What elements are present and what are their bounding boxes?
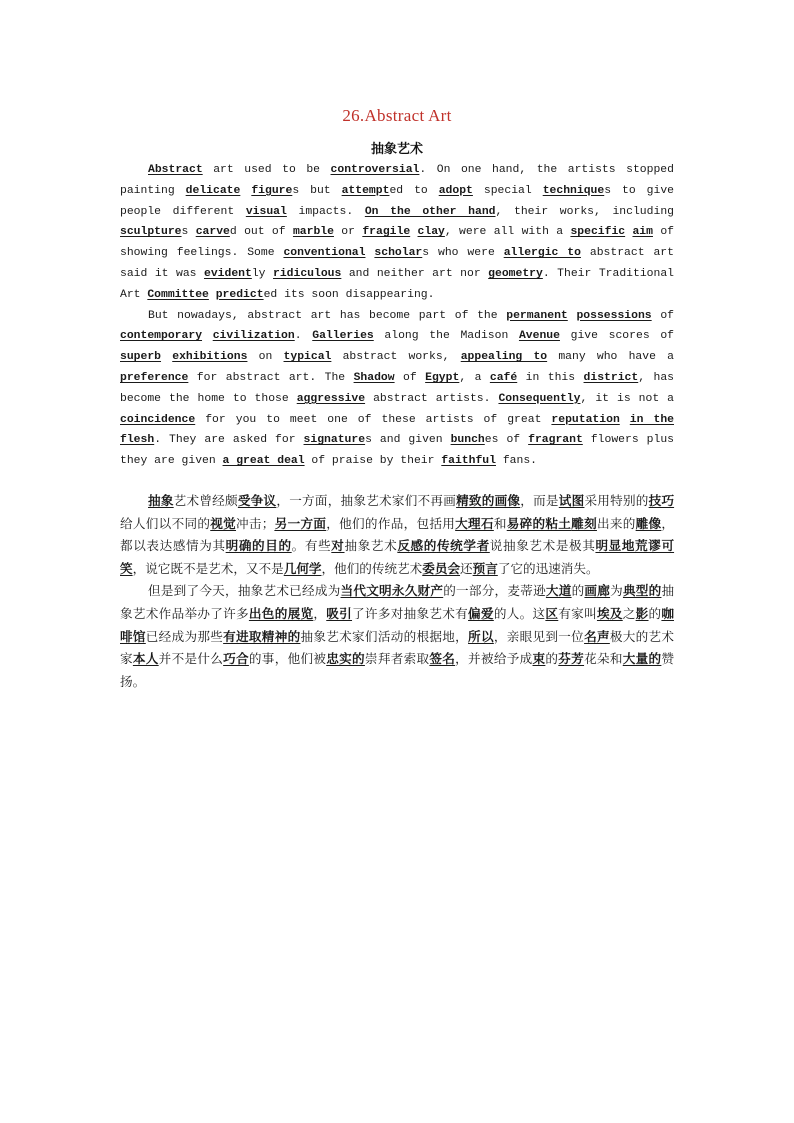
vocabulary-term: 委员会	[422, 560, 461, 576]
vocabulary-term: ridiculous	[273, 267, 342, 280]
vocabulary-term: 预言	[472, 560, 498, 576]
vocabulary-term: 大道	[545, 583, 572, 599]
vocabulary-term: visual	[245, 205, 287, 218]
vocabulary-term: fragrant	[528, 434, 583, 447]
vocabulary-term: exhibitions	[172, 351, 248, 364]
vocabulary-term: 忠实的	[326, 651, 365, 667]
vocabulary-term: specific	[570, 226, 626, 239]
vocabulary-term: figure	[251, 184, 293, 197]
page-subtitle: 抽象艺术	[370, 142, 423, 157]
vocabulary-term: contemporary	[120, 330, 203, 343]
vocabulary-term: 画廊	[584, 583, 611, 599]
vocabulary-term: possessions	[576, 309, 652, 322]
vocabulary-term: On the other hand	[364, 205, 496, 218]
vocabulary-term: reputation	[551, 413, 620, 426]
vocabulary-term: 明显地荒谬可笑	[120, 538, 675, 576]
vocabulary-term: superb	[120, 351, 162, 364]
vocabulary-term: 易碎的粘土	[506, 515, 572, 531]
vocabulary-term: 名声	[584, 628, 610, 644]
vocabulary-term: 巧合	[223, 651, 249, 667]
vocabulary-term: 另一方面	[274, 515, 327, 531]
vocabulary-term: conventional	[283, 247, 366, 260]
vocabulary-term: 大量的	[622, 651, 662, 667]
vocabulary-term: allergic to	[503, 247, 581, 260]
vocabulary-term: 精致的	[456, 493, 495, 508]
vocabulary-term: 签名	[429, 651, 456, 667]
english-text-section	[120, 160, 674, 472]
vocabulary-term: appealing to	[460, 351, 548, 364]
vocabulary-term: fragile	[362, 226, 411, 239]
vocabulary-term: adopt	[438, 184, 473, 197]
vocabulary-term: evident	[203, 267, 252, 280]
vocabulary-term: 大理石	[455, 515, 494, 531]
vocabulary-term: Abstract	[148, 164, 203, 176]
vocabulary-term: Egypt	[425, 371, 460, 384]
chinese-text-section	[120, 490, 674, 693]
vocabulary-term: 影	[635, 605, 649, 621]
vocabulary-term: scholar	[374, 247, 423, 260]
vocabulary-term: technique	[542, 184, 605, 197]
chinese-paragraph-2: 但是到了今天，抽象艺术已经成为当代文明永久财产的一部分，麦蒂逊大道的画廊为典型的抽象艺术作品举办了许多出色的展览，吸引了许多对抽象艺术有偏爱的人。这区有家叫埃及之影的咖啡馆已经成为那些有进取精神的抽象艺术家们活动的根据地，所以，亲眼见到一位名声极大的艺术家本人并不是什么巧合的事，他们被忠实的崇拜者索取签名，并被给予成束的芬芳花朵和大量的赞扬。	[120, 583, 675, 689]
vocabulary-term: signature	[303, 434, 366, 447]
vocabulary-term: a great deal	[222, 455, 305, 468]
vocabulary-term: permanent	[506, 309, 568, 322]
vocabulary-term: faithful	[441, 455, 496, 468]
vocabulary-term: Avenue	[518, 330, 560, 343]
vocabulary-term: 抽象	[148, 493, 174, 508]
vocabulary-term: attempt	[341, 184, 390, 197]
vocabulary-term: 对	[331, 538, 345, 554]
vocabulary-term: 埃及	[596, 605, 623, 621]
vocabulary-term: aggressive	[296, 392, 366, 405]
vocabulary-term: 偏爱	[468, 605, 494, 621]
vocabulary-term: 束	[532, 651, 546, 667]
vocabulary-term: 反感的	[397, 538, 437, 554]
vocabulary-term: aim	[632, 226, 653, 239]
vocabulary-term: geometry	[488, 267, 543, 280]
vocabulary-term: café	[489, 371, 518, 384]
vocabulary-term: Shadow	[353, 371, 395, 384]
vocabulary-term: 芬芳	[558, 651, 585, 667]
vocabulary-term: 明确的目的	[225, 538, 292, 554]
vocabulary-term: 技巧	[648, 493, 675, 508]
vocabulary-term: 所以	[468, 628, 494, 644]
vocabulary-term: 当代文明永久财产	[340, 583, 444, 599]
vocabulary-term: sculpture	[120, 226, 182, 239]
vocabulary-term: 有进取精神的	[223, 628, 301, 644]
vocabulary-term: carve	[195, 226, 230, 239]
vocabulary-term: in the flesh	[120, 413, 674, 447]
vocabulary-term: bunch	[450, 434, 485, 447]
english-paragraph-2: But nowadays, abstract art has become part of the permanent possessions of contemporary civilization. Galleries along the Madison Avenue give scores of superb exhibitions on typical abstract works, appealing to many who have a preference for abstract art. The Shadow of Egypt, a café in this district, has become the home to those aggressive abstract artists. Consequently, it is not a coincidence for you to meet one of these artists of great reputation in the flesh. They are asked for signatures and given bunches of fragrant flowers plus they are given a great deal of praise by their faithful fans.	[120, 309, 675, 468]
vocabulary-term: 传统学者	[436, 538, 490, 554]
vocabulary-term: 典型的	[622, 583, 662, 599]
vocabulary-term: 受争议	[237, 493, 277, 508]
vocabulary-term: 咖啡馆	[120, 605, 674, 644]
vocabulary-term: Consequently	[498, 392, 581, 405]
vocabulary-term: marble	[292, 226, 334, 239]
vocabulary-term: controversial	[330, 164, 420, 176]
vocabulary-term: Galleries	[312, 330, 374, 343]
english-paragraph-1: Abstract art used to be controversial. On one hand, the artists stopped painting delicate figures but attempted to adopt special techniques to give people different visual impacts. On the other hand, their works, including sculptures carved out of marble or fragile clay, were all with a specific aim of showing feelings. Some conventional scholars who were allergic to abstract art said it was evidently ridiculous and neither art nor geometry. Their Traditional Art Committee predicted its soon disappearing.	[120, 164, 675, 301]
vocabulary-term: 本人	[132, 651, 159, 667]
vocabulary-term: 吸引	[326, 605, 353, 621]
vocabulary-term: delicate	[185, 184, 241, 197]
vocabulary-term: 雕刻	[571, 515, 597, 531]
vocabulary-term: 区	[545, 605, 559, 621]
vocabulary-term: 试图	[558, 493, 585, 508]
vocabulary-term: civilization	[212, 330, 295, 343]
vocabulary-term: clay	[417, 226, 445, 239]
vocabulary-term: 雕像	[635, 515, 662, 531]
page-title: 26.Abstract Art	[342, 106, 452, 125]
vocabulary-term: 出色的展览	[248, 605, 314, 621]
chinese-paragraph-1: 抽象艺术曾经颇受争议，一方面，抽象艺术家们不再画精致的画像，而是试图采用特别的技巧给人们以不同的视觉冲击；另一方面，他们的作品，包括用大理石和易碎的粘土雕刻出来的雕像，都以表达感情为其明确的目的。有些对抽象艺术反感的传统学者说抽象艺术是极其明显地荒谬可笑，说它既不是艺术，又不是几何学，他们的传统艺术委员会还预言了它的迅速消失。	[120, 493, 675, 576]
vocabulary-term: predict	[215, 288, 264, 301]
vocabulary-term: Committee	[147, 288, 209, 301]
vocabulary-term: 视觉	[210, 515, 237, 531]
vocabulary-term: 几何学	[283, 560, 322, 576]
vocabulary-term: coincidence	[120, 413, 196, 426]
vocabulary-term: district	[583, 371, 639, 384]
vocabulary-term: preference	[120, 371, 189, 384]
vocabulary-term: 画像	[494, 493, 521, 508]
vocabulary-term: typical	[283, 351, 332, 364]
